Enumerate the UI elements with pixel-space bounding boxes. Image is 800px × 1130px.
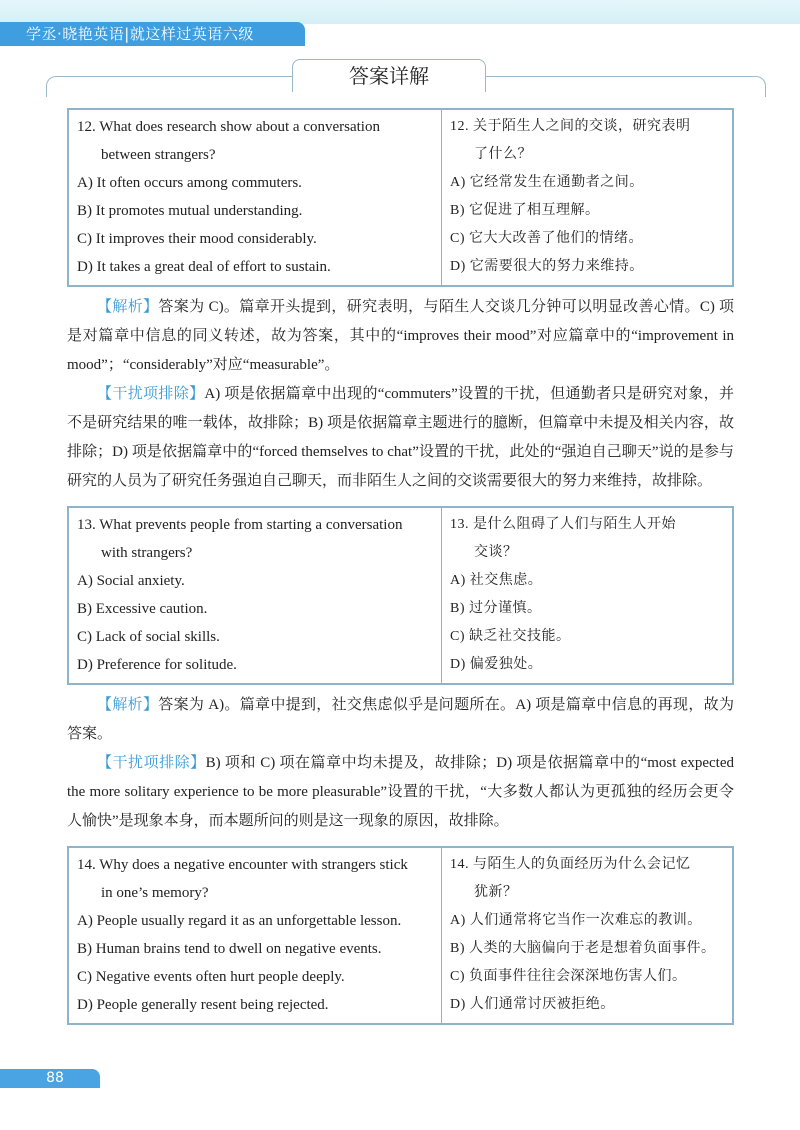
option: B) It promotes mutual understanding. bbox=[77, 203, 303, 219]
question-text-cont: 了什么？ bbox=[474, 147, 532, 162]
analysis-13 bbox=[67, 691, 734, 749]
distractor-text: A) 项是依据篇章中出现的“commuters”设置的干扰，但通勤者只是研究对象，并不是研究结果的唯一载体，故排除；B) 项是依据篇章主题进行的臆断，但篇章中未提及相关内容，故排除；D) 项是依据篇章中的“forced themselves to chat”设置的干扰，此处的“强迫自己聊天”说的是参与研究的人员为了研究任务强迫自己聊天，而非陌生人之间的交谈需要很大的努力来维持，故排除。 bbox=[67, 386, 734, 489]
distractor-12 bbox=[67, 380, 734, 496]
chinese-cell bbox=[442, 847, 734, 1024]
option: A) 人们通常将它当作一次难忘的教训。 bbox=[450, 913, 702, 928]
question-text: 14. 与陌生人的负面经历为什么会记忆 bbox=[450, 857, 691, 872]
option: A) Social anxiety. bbox=[77, 573, 185, 589]
english-cell bbox=[68, 507, 442, 684]
english-cell bbox=[68, 847, 442, 1024]
question-text: 13. 是什么阻碍了人们与陌生人开始 bbox=[450, 517, 676, 532]
analysis-12 bbox=[67, 293, 734, 380]
option: D) People generally resent being rejected. bbox=[77, 997, 329, 1013]
question-text-cont: 犹新？ bbox=[474, 885, 518, 900]
option: D) 它需要很大的努力来维持。 bbox=[450, 259, 644, 274]
option: B) Excessive caution. bbox=[77, 601, 208, 617]
section-title: 答案详解 bbox=[292, 59, 486, 92]
question-text: 13. What prevents people from starting a conversation bbox=[77, 517, 403, 533]
distractor-13 bbox=[67, 749, 734, 836]
question-table-14 bbox=[67, 846, 734, 1025]
series-title: 学丞·晓艳英语|就这样过英语六级 bbox=[0, 22, 305, 46]
question-table-13 bbox=[67, 506, 734, 685]
option: A) 社交焦虑。 bbox=[450, 573, 543, 588]
option: B) 过分谨慎。 bbox=[450, 601, 542, 616]
question-table-12 bbox=[67, 108, 734, 287]
option: C) 负面事件往往会深深地伤害人们。 bbox=[450, 969, 687, 984]
option: C) Negative events often hurt people deeply. bbox=[77, 969, 345, 985]
distractor-tag: 【干扰项排除】 bbox=[97, 386, 205, 402]
question-text-cont: between strangers? bbox=[101, 147, 216, 163]
page-number: 88 bbox=[0, 1069, 100, 1088]
question-text: 14. Why does a negative encounter with strangers stick bbox=[77, 857, 408, 873]
question-text-cont: in one’s memory? bbox=[101, 885, 209, 901]
question-text: 12. 关于陌生人之间的交谈，研究表明 bbox=[450, 119, 691, 134]
distractor-text: B) 项和 C) 项在篇章中均未提及，故排除；D) 项是依据篇章中的“most expected the more solitary experience to be more pleasurable”设置的干扰，“大多数人都认为更孤独的经历会更令人愉快”是现象本身，而本题所问的则是这一现象的原因，故排除。 bbox=[67, 755, 734, 829]
option: D) 人们通常讨厌被拒绝。 bbox=[450, 997, 615, 1012]
option: C) 缺乏社交技能。 bbox=[450, 629, 571, 644]
option: B) Human brains tend to dwell on negative events. bbox=[77, 941, 382, 957]
option: C) It improves their mood considerably. bbox=[77, 231, 317, 247]
question-text-cont: 交谈？ bbox=[474, 545, 518, 560]
page-content bbox=[67, 0, 734, 1025]
option: B) 人类的大脑偏向于老是想着负面事件。 bbox=[450, 941, 716, 956]
option: A) People usually regard it as an unforgettable lesson. bbox=[77, 913, 402, 929]
distractor-tag: 【干扰项排除】 bbox=[97, 755, 206, 771]
option: A) It often occurs among commuters. bbox=[77, 175, 302, 191]
option: D) It takes a great deal of effort to sustain. bbox=[77, 259, 331, 275]
analysis-text: 答案为 A)。篇章中提到，社交焦虑似乎是问题所在。A) 项是篇章中信息的再现，故为答案。 bbox=[67, 697, 734, 742]
option: D) Preference for solitude. bbox=[77, 657, 237, 673]
option: C) 它大大改善了他们的情绪。 bbox=[450, 231, 643, 246]
analysis-text: 答案为 C)。篇章开头提到，研究表明，与陌生人交谈几分钟可以明显改善心情。C) 项是对篇章中信息的同义转述，故为答案，其中的“improves their mood”对应篇章中的“improvement in mood”；“considerably”对应“measurable”。 bbox=[67, 299, 734, 373]
english-cell bbox=[68, 109, 442, 286]
analysis-tag: 【解析】 bbox=[97, 697, 159, 713]
question-text: 12. What does research show about a conversation bbox=[77, 119, 380, 135]
option: C) Lack of social skills. bbox=[77, 629, 220, 645]
option: A) 它经常发生在通勤者之间。 bbox=[450, 175, 644, 190]
chinese-cell bbox=[442, 507, 734, 684]
option: B) 它促进了相互理解。 bbox=[450, 203, 600, 218]
question-text-cont: with strangers? bbox=[101, 545, 193, 561]
chinese-cell bbox=[442, 109, 734, 286]
analysis-tag: 【解析】 bbox=[97, 299, 159, 315]
option: D) 偏爱独处。 bbox=[450, 657, 543, 672]
